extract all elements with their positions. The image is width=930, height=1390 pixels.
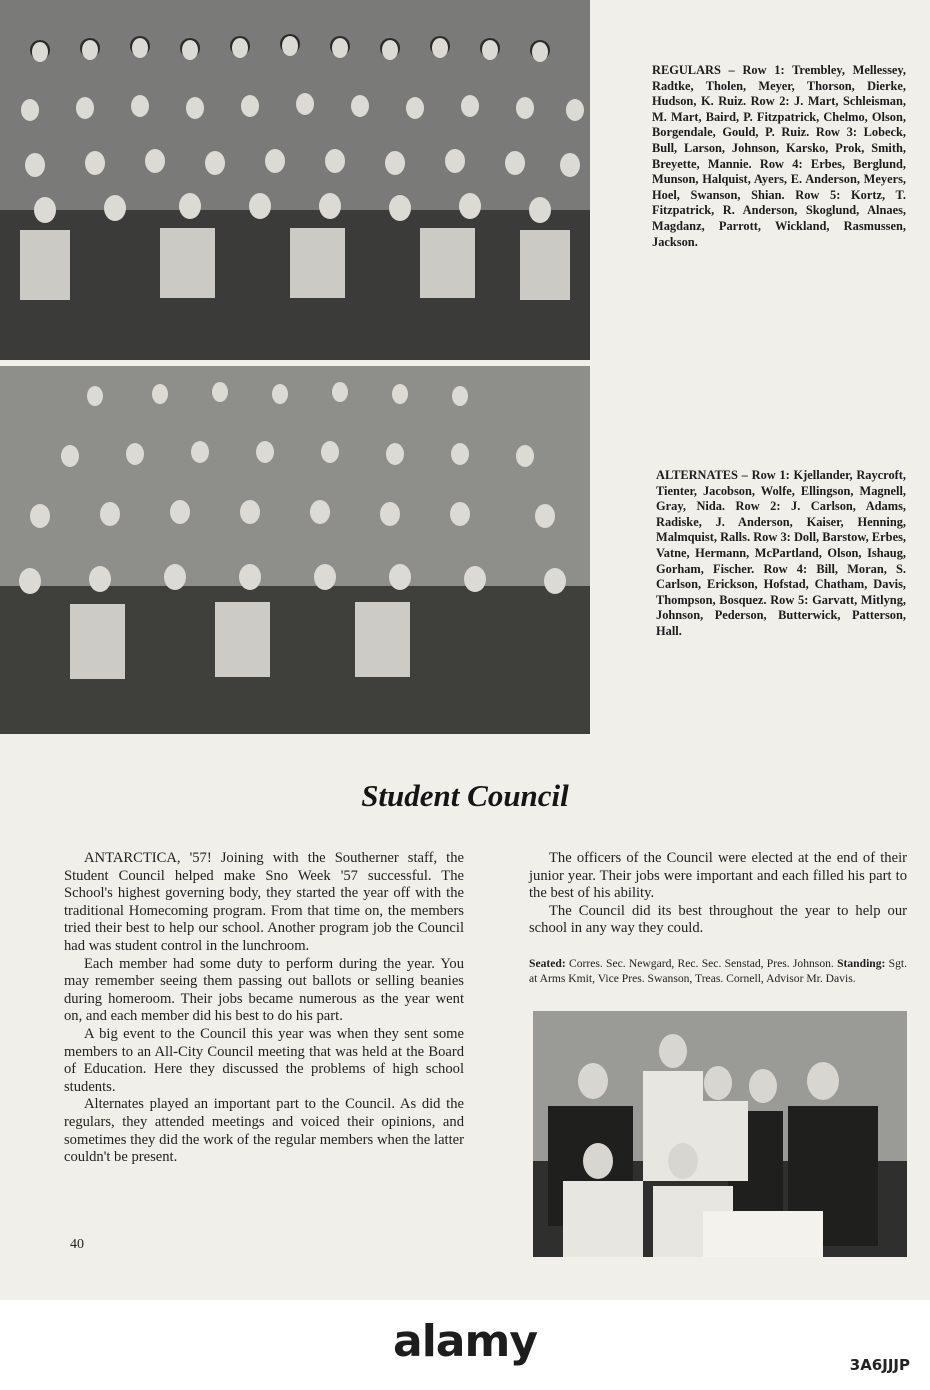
regulars-row-3-label: Row 3: — [815, 125, 857, 140]
body-paragraph: The Council did its best throughout the year to help our school in any way they could. — [529, 902, 907, 937]
body-text-left-column — [64, 850, 464, 1167]
regulars-photo-graphic — [0, 0, 590, 360]
alternates-row-4-label: Row 4: — [763, 561, 808, 576]
body-paragraph: Each member had some duty to perform during the year. You may remember seeing them passing out ballots or selling beanies during homeroom. Their jobs became numerous as the year went on, and each member did his best to do his part. — [64, 955, 464, 1025]
regulars-row-4-label: Row 4: — [759, 156, 803, 171]
alternates-label: ALTERNATES – — [656, 468, 752, 482]
officers-photo — [533, 1011, 907, 1257]
alternates-row-1-names: Kjellander, Raycroft, Tienter, Jacobson, Wolfe, Ellingson, Magnell, Gray, Nida. — [656, 468, 906, 514]
regulars-label: REGULARS – — [652, 63, 743, 77]
body-text-right-column — [529, 850, 907, 938]
section-title: Student Council — [361, 778, 569, 813]
alamy-logo: alamy — [393, 1316, 537, 1367]
alternates-row-1-label: Row 1: — [751, 468, 790, 482]
alternates-row-4-names: Bill, Moran, S. Carlson, Erickson, Hofstad, Chatham, Davis, Thompson, Bosquez. — [656, 561, 907, 607]
regulars-row-2-label: Row 2: — [750, 94, 790, 109]
seated-names: Corres. Sec. Newgard, Rec. Sec. Senstad, Pres. Johnson. — [565, 957, 838, 970]
regulars-row-3-names: Lobeck, Bull, Larson, Johnson, Karsko, Prok, Smith, Breyette, Mannie. — [652, 125, 907, 171]
body-paragraph: Alternates played an important part to the Council. As did the regulars, they attended meetings and voiced their opinions, and sometimes they did the work of the regular members when the latter couldn't be present. — [64, 1096, 464, 1166]
regulars-row-4-names: Erbes, Berglund, Munson, Halquist, Ayers, E. Anderson, Meyers, Hoel, Swanson, Shian. — [652, 156, 906, 202]
seated-label: Seated: — [529, 957, 566, 970]
alternates-row-2-names: J. Carlson, Adams, Radiske, J. Anderson, Kaiser, Henning, Malmquist, Ralls. — [656, 499, 906, 545]
body-paragraph: ANTARCTICA, '57! Joining with the Southerner staff, the Student Council helped make Sno Week '57 successful. The School's highest governing body, they started the year off with the traditional Homecoming program. From that time on, the members tried their best to help our school. Another program job the Council had was student control in the lunchroom. — [64, 850, 464, 954]
alternates-row-5-names: Garvatt, Mitlyng, Johnson, Pederson, Butterwick, Patterson, Hall. — [656, 592, 906, 638]
standing-label: Standing: — [837, 957, 886, 970]
standing-names: Sgt. at Arms Kmit, Vice Pres. Swanson, Treas. Cornell, Advisor Mr. Davis. — [529, 957, 908, 985]
alternates-row-5-label: Row 5: — [770, 592, 809, 607]
regulars-row-2-names: J. Mart, Schleisman, M. Mart, Baird, P. Fitzpatrick, Chelmo, Olson, Borgendale, Gould, P. Ruiz. — [652, 94, 906, 140]
alternates-group-photo — [0, 366, 590, 734]
image-id-label: 3A6JJJP — [849, 1356, 910, 1374]
regulars-row-1-names: Trembley, Mellessey, Radtke, Tholen, Meyer, Thorson, Dierke, Hudson, K. Ruiz. — [652, 63, 906, 109]
alternates-photo-graphic — [0, 366, 590, 734]
regulars-group-photo — [0, 0, 590, 360]
officers-photo-graphic — [533, 1011, 907, 1257]
body-paragraph: The officers of the Council were elected at the end of their junior year. Their jobs were important and each filled his part to the best of his ability. — [529, 850, 907, 902]
stock-footer — [0, 1300, 930, 1390]
alternates-row-3-names: Doll, Barstow, Erbes, Vatne, Hermann, McPartland, Olson, Ishaug, Gorham, Fischer. — [656, 530, 906, 576]
body-paragraph: A big event to the Council this year was when they sent some members to an All-City Council meeting that was held at the Board of Education. Here they discussed the problems of high school students. — [64, 1025, 464, 1095]
regulars-caption — [652, 63, 906, 250]
regulars-row-5-names: Kortz, T. Fitzpatrick, R. Anderson, Skoglund, Alnaes, Magdanz, Parrott, Wickland, Rasmussen, Jackson. — [652, 187, 906, 249]
regulars-row-1-label: Row 1: — [742, 63, 785, 77]
alternates-row-3-label: Row 3: — [753, 530, 791, 545]
alternates-caption — [656, 468, 906, 640]
page-number: 40 — [70, 1237, 84, 1252]
regulars-row-5-label: Row 5: — [795, 187, 841, 202]
alternates-row-2-label: Row 2: — [735, 499, 781, 514]
officers-caption — [529, 957, 907, 986]
